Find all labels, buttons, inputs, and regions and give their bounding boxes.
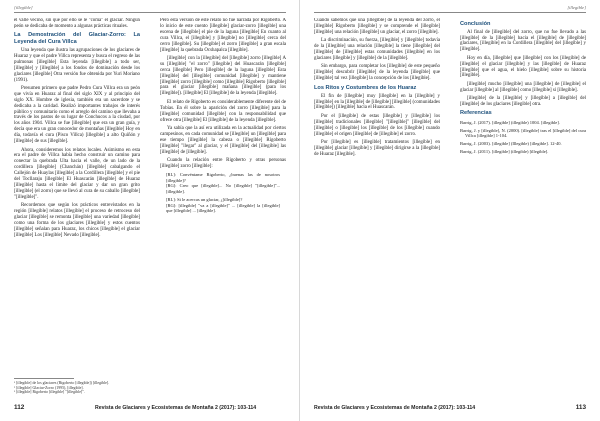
body-paragraph: Ahora, consideremos los relatos locales. Asimismo en esta era el padre de Villca había hecho construir un camino para conectar la quebrada Ulta hacia el valle, de un lado de la cordillera [illegible] (Chanchán) [illegible] cabalgando el Callejón de Huaylas [illegible] a la Cordillera [illegible] y el pie del Tocllaraju [illegible] El Huascarán [illegible] de Huaraz [illegible] hasta el límite del glaciar y dar un gran grito [illegible] (el zorro) que se llevó al cura de su caballo [illegible] "[illegible]". xyxy=(14,147,140,200)
footnote: ³ [illegible] Rigoberto [illegible] "[illegible]". xyxy=(14,390,85,395)
body-paragraph: La discriminación, su fuerza, [illegible] y [illegible] todavía de la [illegible] una relación [illegible] la tiene [illegible] del [illegible] de [illegible] estas comunidades [illegible] en los glaciares [illegible] y [illegible] de la [illegible]. xyxy=(314,38,440,61)
body-paragraph: Sin embargo, para completar los [illegible] de este pequeño [illegible] descubrir [illegible] de la leyenda [illegible] que [illegible] tal vez [illegible] la concepción de los [illegible]. xyxy=(314,64,440,82)
footnote-rule xyxy=(14,378,74,379)
footnote: ¹ [illegible] de los glaciares (Rigoberto [illegible]) [illegible]. xyxy=(14,381,110,385)
reference-entry: Barrig, J. (2017). [illegible] (illegible) 1004. [illegible]. xyxy=(460,119,560,125)
reference-entry: Barrig, J. (2011). [illegible] (illegible) [illegible]. xyxy=(460,149,549,155)
left-running-head: [illegible] xyxy=(14,5,33,10)
interview-quote: [RL]: Convéntame Rigoberto, ¿buenas las de nosotros [illegible]? [RG]: Creo que [illegible]... No [illegible] "[illegible]"... [illegible]. xyxy=(166,172,280,194)
left-page-column-2 xyxy=(160,18,286,398)
body-paragraph: Por [illegible] es [illegible] tratamientos [illegible] en [illegible] glaciar [illegible] y [illegible] dirigirse a la [illegible] de Huaraz [illegible]. xyxy=(314,140,440,157)
body-paragraph: Al final de [illegible] del zorro, que no fue llevado a las [illegible] de la [illegible] hacia el [illegible] de [illegible] glaciares, [illegible] en la Cordillera [illegible] del [illegible] y [illegible]. xyxy=(460,29,586,53)
body-paragraph: Una leyenda que ilustra las agrupaciones de los glaciares de Huaraz y que el padre Villca representa y busca el regreso de las pulmonas [illegible] Esta leyenda [illegible] a todo ser, [illegible] y [illegible] a los fondos de dominación desde los glaciares [illegible] Otra versión fue obtenida por Yuri Moriano (1991). xyxy=(14,48,140,83)
body-paragraph: Por el [illegible] de estas [illegible] y [illegible] los [illegible] tradicionales [illegible] "[illegible]" [illegible] del [illegible] o [illegible] los [illegible] de los [illegible] cuando [illegible] el origen [illegible] de [illegible] el zorro. xyxy=(314,113,440,137)
body-paragraph: [illegible] con la [illegible] del [illegible] zorro [illegible] A su [illegible] "el zorro" [illegible] del Huascarán [illegible] cerca [illegible] Pero [illegible] de la laguna [illegible] Esta [illegible] del [illegible] comunidad [illegible] y mantiene [illegible] zorro [illegible] como [illegible] Rigoberto [illegible] para el glaciar [illegible] mañana [illegible] (para los [illegible]). [illegible] El [illegible] de la leyenda [illegible]. xyxy=(160,55,286,97)
left-header-rule xyxy=(14,12,286,13)
body-paragraph: Recordemos que según los prácticos entrevistados en la región [illegible] relatos [illegible] el proceso de retroceso del glaciar [illegible] se remonta [illegible] una variedad [illegible] como una forma de los glaciares [illegible] y estos cuentos [illegible] señalan para Huaraz, los chicos [illegible] el glaciar [illegible] Los [illegible] Nevado [illegible]. xyxy=(14,203,140,238)
left-page-column-1 xyxy=(14,18,140,398)
reference-entry: Barrig, J. (2003). [illegible] (Illegible) [illegible]. 12-40. xyxy=(460,141,562,147)
interview-quote: [RL]: Si le acercas un glaciar, ¿[illegible]? [RG]: [illegible] "va a [illegible]" ... [illegible] la [illegible] que [illegible] ... [illegible]. xyxy=(166,197,280,214)
section-heading: Referencias xyxy=(460,110,492,117)
right-page xyxy=(300,0,600,421)
body-paragraph: Hoy en día, [illegible] que [illegible] con los [illegible] de [illegible] el glaciar [illegible] y las [illegible] de Huaraz [illegible] que el agua, el hielo [illegible] sobre su historia [illegible]. xyxy=(460,55,586,79)
body-paragraph: el valle vecino, sin que por ello se le "coma" el glaciar. Ningún peón se dedicaba de momento a algunas prácticas rituales. xyxy=(14,18,140,29)
right-running-head: [illegible] xyxy=(567,5,586,10)
body-paragraph: [illegible] de la [illegible] y [illegible] a [illegible] del [illegible] de los glaciares [illegible] otra. xyxy=(460,96,586,108)
body-paragraph: Ya sabía que la así era utilizada en la actualidad por ciertos campesinos, en cada comunidad se [illegible] un [illegible] para ese tiempo [illegible] la cabeza o [illegible] Rigoberto [illegible] "llegar" al glaciar, y el [illegible] del [illegible] las [illegible] de [illegible]. xyxy=(160,125,286,155)
body-paragraph: Cuando sabemos que una [illegible] de la leyenda del zorro, el [illegible] Rigoberto [illegible] y se comprende el [illegible] [illegible] una relación [illegible] un glaciar, el zorro [illegible]. xyxy=(314,18,440,35)
section-heading: La Demostración del Glaciar-Zorro: La Leyenda del Cura Villca xyxy=(14,32,140,45)
body-paragraph: Presumen primero que padre Pedro Cura Villca era un peón que vivía en Huaraz al final del siglo XIX y al principio del siglo XX. Hombre de iglesia, también era un sacerdote y se dedicaba a la caridad. Realizó importantes trabajos de interés público y comunitario como el arreglo del camino que llevaba a través de los pastos de su lugar de Conchucos a la ciudad, por los años 1904. Villca se fue [illegible] que era un gran guía, y decía que era un gran conocedor de montañas [illegible] Hoy en día, todavía el cura (Pisco Villca) [illegible] a alto Quiñón y [illegible] de sus [illegible]. xyxy=(14,85,140,145)
right-page-number: 113 xyxy=(575,404,586,411)
reference-entry: Barrig, J. y [illegible], N. (2000). [illegible] tras el [illegible] del cura Villca [illegible] 1-104. xyxy=(460,127,586,139)
body-paragraph: El relato de Rigoberto es considerablemente diferente del de Tobías. En él sobre la aparición del zorro [illegible] para la [illegible] comunidad [illegible] con la responsabilidad que ofrece otra [illegible] El [illegible] de la leyenda [illegible]. xyxy=(160,99,286,123)
body-paragraph: El fin de [illegible] muy [illegible] en la [illegible] y [illegible] en la [illegible] de [illegible] [illegible] (comunidades [illegible]) [illegible] hacia el Huascarán. xyxy=(314,93,440,111)
section-heading: Conclusión xyxy=(460,20,491,27)
footnote: ² [illegible] Glaciar-Zorro (1995), [illegible]. xyxy=(14,385,84,390)
body-paragraph: Pero esta versión de este relato no fue narrada por Rigoberto. A lo inicio de este cuento [illegible] glaciar-zorro [illegible] una escena de [illegible] el pie de la laguna [illegible] En cuanto al cura Villca, el [illegible] y [illegible] no [illegible] cerca del cerro [illegible]. Su [illegible] el zorro [illegible] a gran escala [illegible] la quebrada Ocshapalca [illegible]. xyxy=(160,18,286,53)
left-page-number: 112 xyxy=(14,404,25,411)
footnotes xyxy=(14,381,286,395)
body-paragraph: [illegible] mucho [illegible] una [illegible] de [illegible] el glaciar [illegible] al [illegible] como [illegible] si [illegible]. xyxy=(460,81,586,93)
section-heading: Los Ritos y Costumbres de los Huaraz xyxy=(314,84,417,91)
left-footer: Revista de Glaciares y Ecosistemas de Montaña 2 (2017): 103-114 xyxy=(95,405,257,411)
right-footer: Revista de Glaciares y Ecosistemas de Montaña 2 (2017): 103-114 xyxy=(314,405,476,411)
right-header-rule xyxy=(314,12,586,13)
body-paragraph: Cuando la relación entre Rigoberto y otras personas [illegible] zorro [illegible]: xyxy=(160,157,286,169)
right-page-column-1 xyxy=(314,18,440,398)
right-page-column-2 xyxy=(460,18,586,398)
